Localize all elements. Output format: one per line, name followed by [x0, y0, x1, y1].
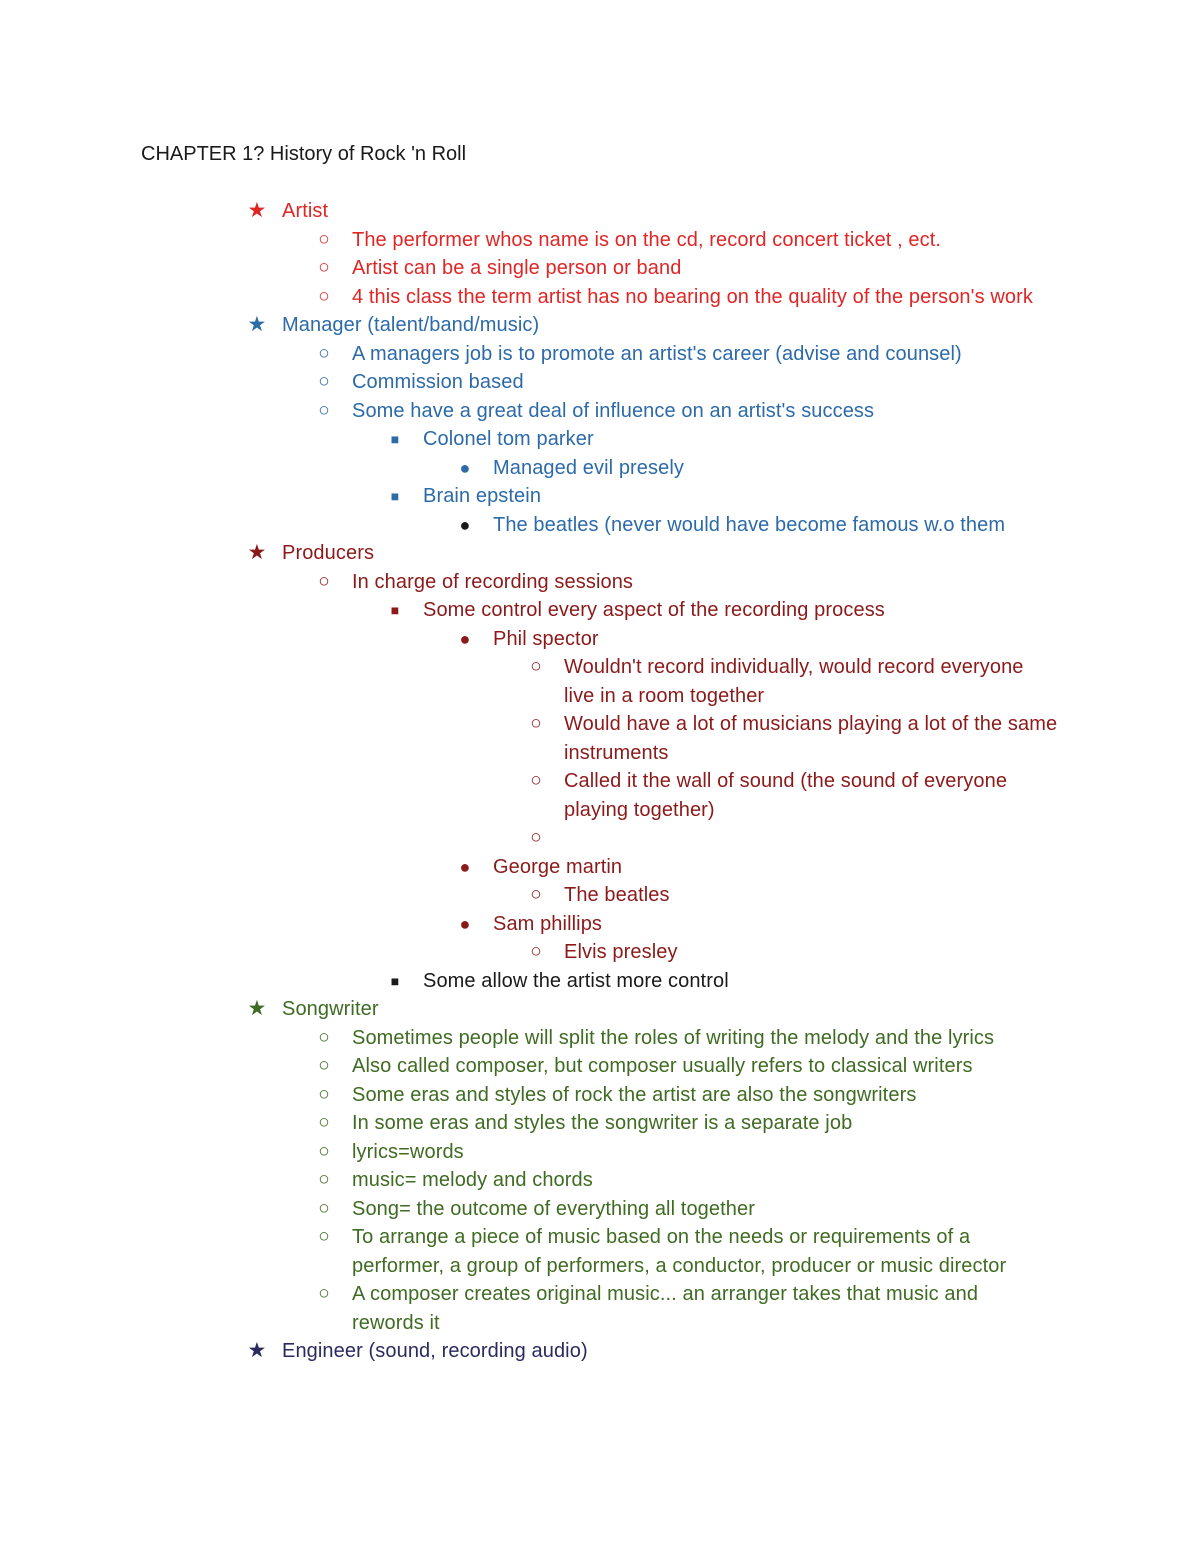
circle-bullet-icon: ○: [530, 656, 542, 677]
star-bullet-icon: ★: [247, 199, 267, 222]
outline-item-text: Manager (talent/band/music): [282, 314, 540, 336]
outline-item: [0, 340, 1200, 369]
circle-bullet-icon: ○: [318, 570, 330, 592]
outline-item-text: Some eras and styles of rock the artist are also the songwriters: [352, 1083, 917, 1106]
circle-bullet-icon: ○: [530, 770, 542, 791]
circle-bullet-icon: ○: [318, 1083, 330, 1105]
circle-bullet-icon: ○: [530, 713, 542, 734]
outline-item-text: Phil spector: [493, 627, 599, 650]
outline-item-text: 4 this class the term artist has no bearing on the quality of the person's work: [352, 285, 1033, 308]
outline-item-text: music= melody and chords: [352, 1169, 593, 1191]
circle-bullet-icon: ○: [318, 1026, 330, 1048]
outline-item-text: Called it the wall of sound (the sound of everyone playing together): [564, 770, 1008, 821]
circle-bullet-icon: ○: [318, 1140, 330, 1162]
outline-item: [0, 710, 1200, 767]
outline-item-text: Wouldn't record individually, would record everyone live in a room together: [564, 656, 1024, 707]
circle-bullet-icon: ○: [318, 1112, 330, 1133]
dot-bullet-icon: ●: [459, 913, 471, 934]
outline-list: [0, 197, 1200, 1366]
outline-item-text: To arrange a piece of music based on the needs or requirements of a performer, a group of performers, a conductor, producer or music director: [352, 1226, 1007, 1277]
dot-bullet-icon: ●: [459, 514, 471, 535]
outline-item: [0, 482, 1200, 511]
circle-bullet-icon: ○: [318, 342, 330, 364]
outline-item-text: The beatles (never would have become famous w.o them: [493, 513, 1006, 536]
outline-item: [0, 653, 1200, 710]
outline-item: [0, 311, 1200, 340]
outline-item: [0, 824, 1200, 853]
outline-item-text: Elvis presley: [564, 941, 678, 963]
outline-item-text: Sam phillips: [493, 912, 603, 935]
outline-item: [0, 368, 1200, 397]
outline-item-text: Some allow the artist more control: [423, 969, 729, 992]
outline-item: [0, 853, 1200, 882]
circle-bullet-icon: ○: [318, 228, 330, 250]
circle-bullet-icon: ○: [318, 371, 330, 392]
outline-item: [0, 397, 1200, 426]
outline-item-text: Some have a great deal of influence on an artist's success: [352, 399, 875, 422]
outline-item: [0, 1337, 1200, 1366]
outline-item-text: George martin: [493, 855, 623, 878]
outline-item: [0, 197, 1200, 226]
outline-item-text: lyrics=words: [352, 1140, 464, 1163]
square-bullet-icon: ■: [390, 602, 400, 618]
outline-item-text: Engineer (sound, recording audio): [282, 1340, 588, 1362]
outline-item: [0, 1280, 1200, 1337]
outline-item-text: [564, 824, 1059, 853]
outline-item-text: Artist: [282, 200, 329, 222]
outline-item: [0, 938, 1200, 967]
outline-item-text: Sometimes people will split the roles of writing the melody and the lyrics: [352, 1026, 995, 1049]
square-bullet-icon: ■: [390, 431, 400, 447]
dot-bullet-icon: ●: [459, 856, 471, 877]
circle-bullet-icon: ○: [318, 285, 330, 307]
outline-item-text: A composer creates original music... an arranger takes that music and rewords it: [352, 1283, 979, 1334]
circle-bullet-icon: ○: [530, 941, 542, 962]
outline-item: [0, 910, 1200, 939]
outline-item: [0, 254, 1200, 283]
square-bullet-icon: ■: [390, 972, 400, 989]
outline-item-text: Commission based: [352, 371, 524, 393]
outline-item-text: Some control every aspect of the recording process: [423, 599, 885, 621]
circle-bullet-icon: ○: [318, 1283, 330, 1304]
circle-bullet-icon: ○: [318, 1055, 330, 1076]
circle-bullet-icon: ○: [530, 884, 542, 905]
outline-item: [0, 1024, 1200, 1053]
outline-item: [0, 226, 1200, 255]
outline-item: [0, 625, 1200, 654]
outline-item-text: In charge of recording sessions: [352, 570, 634, 593]
outline-item: [0, 1223, 1200, 1280]
star-bullet-icon: ★: [247, 313, 267, 336]
outline-item: [0, 1109, 1200, 1138]
outline-item: [0, 1195, 1200, 1224]
circle-bullet-icon: ○: [318, 257, 330, 278]
outline-item-text: Song= the outcome of everything all together: [352, 1197, 755, 1220]
circle-bullet-icon: ○: [530, 827, 542, 848]
outline-item: [0, 539, 1200, 568]
page-title: CHAPTER 1? History of Rock 'n Roll: [141, 143, 467, 165]
outline-item-text: Also called composer, but composer usually refers to classical writers: [352, 1055, 973, 1077]
star-bullet-icon: ★: [247, 1339, 267, 1362]
outline-item: [0, 1081, 1200, 1110]
outline-item: [0, 568, 1200, 597]
star-bullet-icon: ★: [247, 997, 267, 1020]
outline-item: [0, 995, 1200, 1024]
outline-item-text: Managed evil presely: [493, 456, 684, 479]
dot-bullet-icon: ●: [459, 457, 471, 478]
outline-item-text: In some eras and styles the songwriter is a separate job: [352, 1112, 853, 1134]
outline-item-text: Producers: [282, 542, 375, 564]
outline-item-text: Would have a lot of musicians playing a lot of the same instruments: [564, 713, 1058, 764]
outline-item-text: The beatles: [564, 884, 670, 906]
square-bullet-icon: ■: [390, 488, 400, 504]
star-bullet-icon: ★: [247, 541, 267, 564]
outline-item: [0, 881, 1200, 910]
outline-item: [0, 767, 1200, 824]
outline-item: [0, 511, 1200, 540]
outline-item-text: Songwriter: [282, 998, 379, 1020]
outline-item: [0, 1138, 1200, 1167]
circle-bullet-icon: ○: [318, 399, 330, 421]
circle-bullet-icon: ○: [318, 1226, 330, 1247]
outline-item-text: The performer whos name is on the cd, record concert ticket , ect.: [352, 228, 942, 251]
outline-item-text: Artist can be a single person or band: [352, 257, 682, 279]
circle-bullet-icon: ○: [318, 1197, 330, 1219]
outline-item: [0, 283, 1200, 312]
outline-item: [0, 1166, 1200, 1195]
outline-item: [0, 1052, 1200, 1081]
outline-item: [0, 454, 1200, 483]
outline-item-text: A managers job is to promote an artist's career (advise and counsel): [352, 342, 962, 365]
outline-item: [0, 596, 1200, 625]
outline-item-text: Brain epstein: [423, 485, 542, 507]
outline-item: [0, 967, 1200, 996]
outline-item-text: Colonel tom parker: [423, 428, 594, 450]
dot-bullet-icon: ●: [459, 628, 471, 649]
circle-bullet-icon: ○: [318, 1169, 330, 1190]
outline-item: [0, 425, 1200, 454]
